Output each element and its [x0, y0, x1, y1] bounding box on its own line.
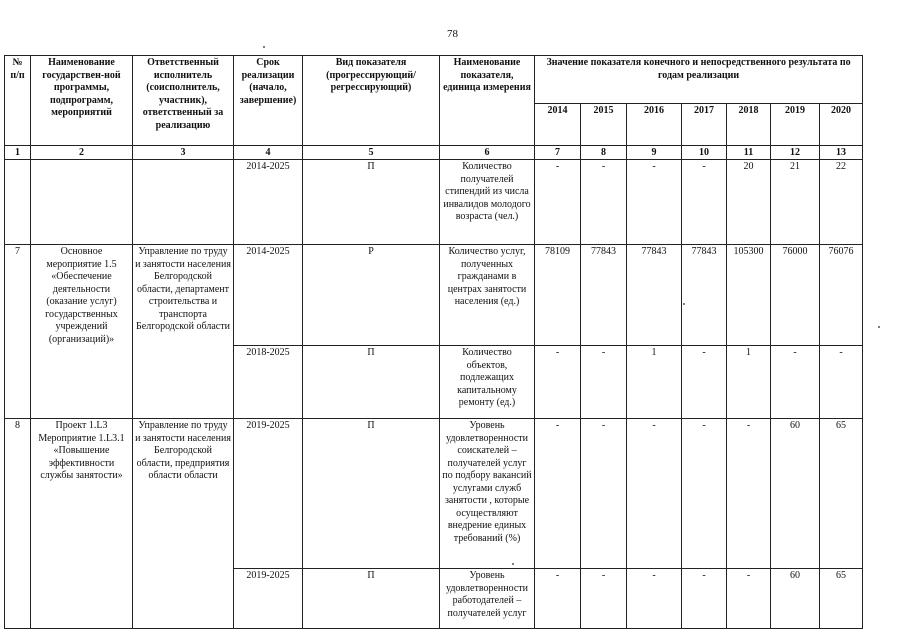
row-value: 65 [820, 419, 863, 569]
header-responsible: Ответственный исполнитель (соисполнитель, участник), ответственный за реализацию [133, 56, 234, 146]
row-value: - [581, 160, 627, 245]
year-header: 2017 [682, 104, 727, 146]
scan-speck [263, 46, 265, 48]
page-number: 78 [447, 28, 458, 40]
row-value: 77843 [627, 245, 682, 346]
row-value: - [820, 346, 863, 419]
row-value: 78109 [535, 245, 581, 346]
column-number: 11 [727, 146, 771, 160]
column-number: 8 [581, 146, 627, 160]
header-term: Срок реализации (начало, завершение) [234, 56, 303, 146]
column-number: 5 [303, 146, 440, 160]
row-value: - [682, 419, 727, 569]
row-value: 65 [820, 569, 863, 629]
year-header: 2018 [727, 104, 771, 146]
row-num [5, 160, 31, 245]
scan-speck [878, 326, 880, 328]
row-term: 2019-2025 [234, 569, 303, 629]
column-number: 7 [535, 146, 581, 160]
row-value: 20 [727, 160, 771, 245]
header-name: Наименование государствен-ной программы, подпрограмм, мероприятий [31, 56, 133, 146]
row-term: 2014-2025 [234, 160, 303, 245]
row-indicator: Количество услуг, полученных гражданами в центрах занятости населения (ед.) [440, 245, 535, 346]
row-indicator: Количество получателей стипендий из числа инвалидов молодого возраста (чел.) [440, 160, 535, 245]
column-number: 12 [771, 146, 820, 160]
indicators-table [4, 55, 863, 629]
column-number: 4 [234, 146, 303, 160]
row-responsible: Управление по труду и занятости населения Белгородской области, предприятия области области [133, 419, 234, 629]
row-type: П [303, 160, 440, 245]
row-value: - [682, 569, 727, 629]
header-num: № п/п [5, 56, 31, 146]
row-value: - [535, 419, 581, 569]
table-row [5, 419, 863, 569]
row-type: Р [303, 245, 440, 346]
column-number: 1 [5, 146, 31, 160]
row-value: 1 [727, 346, 771, 419]
row-indicator: Уровень удовлетворенности соискателей – получателей услуг по подбору вакансий услугами служб занятости , которые осуществляют внедрение единых требований (%) [440, 419, 535, 569]
column-number: 9 [627, 146, 682, 160]
row-responsible: Управление по труду и занятости населения Белгородской области, департамент строительства и транспорта Белгородской области [133, 245, 234, 419]
column-number: 6 [440, 146, 535, 160]
row-value: - [627, 569, 682, 629]
row-name: Проект 1.L3 Мероприятие 1.L3.1 «Повышение эффективности службы занятости» [31, 419, 133, 629]
row-value: - [727, 569, 771, 629]
row-value: - [771, 346, 820, 419]
row-term: 2014-2025 [234, 245, 303, 346]
row-value: - [581, 346, 627, 419]
year-header: 2015 [581, 104, 627, 146]
row-value: 60 [771, 419, 820, 569]
row-num: 7 [5, 245, 31, 419]
row-term: 2019-2025 [234, 419, 303, 569]
row-term: 2018-2025 [234, 346, 303, 419]
row-value: - [682, 160, 727, 245]
row-name [31, 160, 133, 245]
row-indicator: Количество объектов, подлежащих капитальному ремонту (ед.) [440, 346, 535, 419]
row-value: 22 [820, 160, 863, 245]
row-value: - [535, 160, 581, 245]
row-value: - [535, 569, 581, 629]
header-values: Значение показателя конечного и непосредственного результата по годам реализации [535, 56, 863, 104]
row-value: 76000 [771, 245, 820, 346]
row-value: 1 [627, 346, 682, 419]
row-value: 77843 [581, 245, 627, 346]
row-num: 8 [5, 419, 31, 629]
table-row [5, 160, 863, 245]
row-value: - [627, 160, 682, 245]
row-value: 77843 [682, 245, 727, 346]
row-name: Основное мероприятие 1.5 «Обеспечение деятельности (оказание услуг) государственных учреждений (организаций)» [31, 245, 133, 419]
scan-speck [683, 303, 685, 305]
row-value: - [682, 346, 727, 419]
row-value: - [581, 569, 627, 629]
scan-speck [512, 563, 514, 565]
row-value: 105300 [727, 245, 771, 346]
year-header: 2019 [771, 104, 820, 146]
header-type: Вид показателя (прогрессирующий/ регрессирующий) [303, 56, 440, 146]
column-number-row [5, 146, 863, 160]
row-type: П [303, 569, 440, 629]
header-row [5, 56, 863, 104]
row-value: 60 [771, 569, 820, 629]
row-responsible [133, 160, 234, 245]
column-number: 3 [133, 146, 234, 160]
row-value: - [727, 419, 771, 569]
row-value: 21 [771, 160, 820, 245]
row-value: - [581, 419, 627, 569]
row-indicator: Уровень удовлетворенности работодателей – получателей услуг [440, 569, 535, 629]
row-type: П [303, 346, 440, 419]
year-header: 2014 [535, 104, 581, 146]
header-indicator: Наименование показателя, единица измерения [440, 56, 535, 146]
table-row [5, 245, 863, 346]
column-number: 13 [820, 146, 863, 160]
row-value: - [535, 346, 581, 419]
row-type: П [303, 419, 440, 569]
year-header: 2016 [627, 104, 682, 146]
row-value: 76076 [820, 245, 863, 346]
year-header: 2020 [820, 104, 863, 146]
column-number: 2 [31, 146, 133, 160]
column-number: 10 [682, 146, 727, 160]
row-value: - [627, 419, 682, 569]
